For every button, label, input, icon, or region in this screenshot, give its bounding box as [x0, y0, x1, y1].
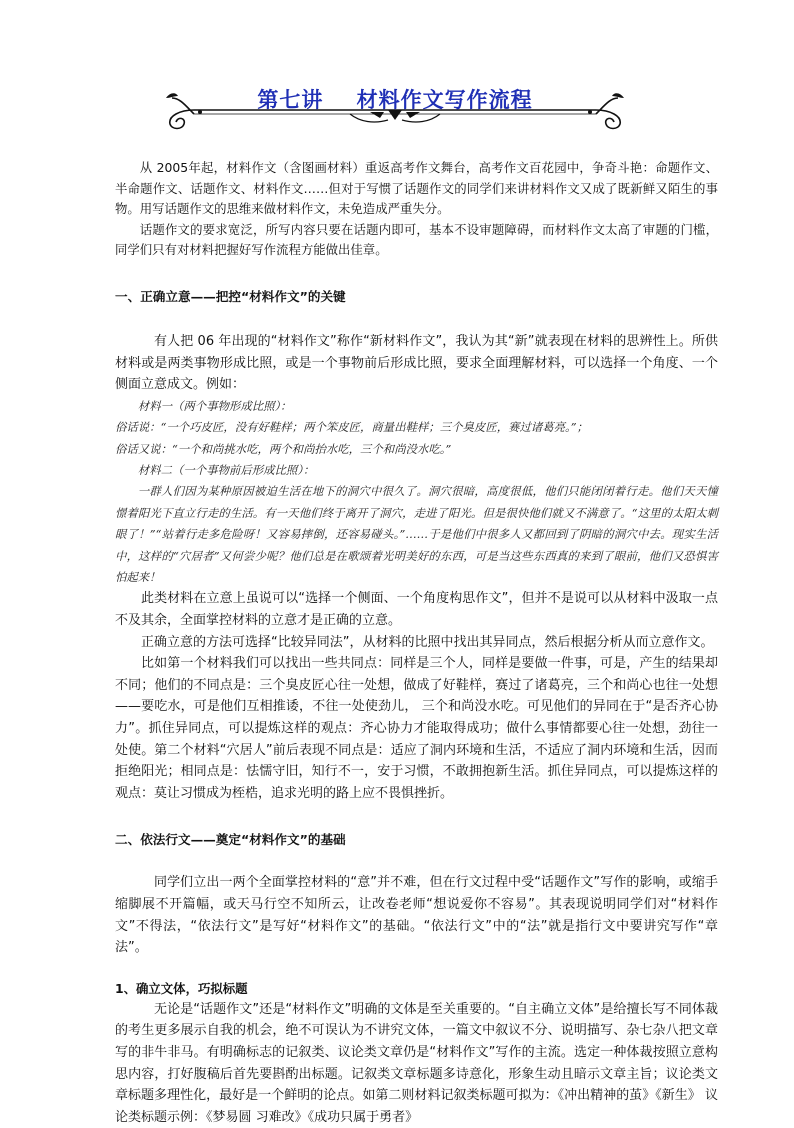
document-body — [115, 158, 718, 1128]
intro-paragraph-1: 从 2005年起，材料作文（含图画材料）重返高考作文舞台，高考作文百花园中，争奇斗艳：命题作文、半命题作文、话题作文、材料作文……但对于写惯了话题作文的同学们来讲材料作文又成了既新鲜又陌生的事物。用写话题作文的思维来做材料作文，未免造成严重失分。 — [115, 160, 718, 217]
material-2-text: 一群人们因为某种原因被迫生活在地下的洞穴中很久了。洞穴很暗，高度很低，他们只能闭闭着行走。他们天天憧憬着阳光下直立行走的生活。有一天他们终于离开了洞穴，走进了阳光。但是很快他们就又不满意了。“这里的太阳太刺眼了！”“站着行走多危险呀！又容易摔倒，还容易碰头。”……于是他们中很多人又都回到了阴暗的洞穴中去。现实生活中，这样的“穴居者”又何尝少呢？他们总是在歌颂着光明美好的东西，可是当这些东西真的来到了眼前，他们又恐惧害怕起来！ — [115, 484, 718, 584]
section-2-paragraph-1: 同学们立出一两个全面掌控材料的“意”并不难，但在行文过程中受“话题作文”写作的影响，或缩手缩脚展不开篇幅，或天马行空不知所云，让改卷老师“想说爱你不容易”。其表现说明同学们对“材料作文”不得法，“依法行文”是写好“材料作文”的基础。“依法行文”中的“法”就是指行文中要讲究写作“章法”。 — [115, 875, 718, 956]
materials-block — [115, 396, 718, 589]
section-1-heading: 一、正确立意——把控“材料作文”的关键 — [115, 288, 346, 304]
intro-paragraph-2: 话题作文的要求宽泛，所写内容只要在话题内即可，基本不设审题障碍，而材料作文太高了审题的门槛，同学们只有对材料把握好写作流程方能做出佳章。 — [115, 221, 718, 258]
material-1-saying-2: 俗话又说：“一个和尚挑水吃，两个和尚抬水吃，三个和尚没水吃。” — [115, 441, 452, 456]
material-1-saying-1: 俗话说：“一个巧皮匠，没有好鞋样；两个笨皮匠，商量出鞋样；三个臭皮匠，赛过诸葛亮。”； — [115, 420, 588, 435]
material-2-title: 材料二（一个事物前后形成比照）： — [137, 462, 315, 477]
section-2-heading: 二、依法行文——奠定“材料作文”的基础 — [115, 832, 346, 848]
material-1-title: 材料一（两个事物形成比照）： — [137, 398, 292, 413]
subsection-1-heading: 1、确立文体，巧拟标题 — [115, 980, 248, 996]
section-1-paragraph-3: 正确立意的方法可选择“比较异同法”，从材料的比照中找出其异同点，然后根据分析从而立意作文。 — [141, 634, 714, 650]
title-banner — [160, 76, 630, 132]
section-1-paragraph-4: 比如第一个材料我们可以找出一些共同点：同样是三个人，同样是要做一件事，可是，产生的结果却不同；他们的不同点是：三个臭皮匠心往一处想，做成了好鞋样，赛过了诸葛亮，三个和尚心也往一处想——要吃水，可是他们互相推诿，不往一处使劲儿， 三个和尚没水吃。可见他们的异同在于“是否齐心协力”。抓住异同点，可以提炼这样的观点：齐心协力才能取得成功；做什么事情都要心往一处想，劲往一处使。第二个材料“穴居人”前后表现不同点是：适应了洞内环境和生活，不适应了洞内环境和生活，因而拒绝阳光；相同点是：怯懦守旧，知行不一，安于习惯，不敢拥抱新生活。抓住异同点，可以提炼这样的观点：莫让习惯成为桎梏，追求光明的路上应不畏惧挫折。 — [115, 656, 718, 801]
page-title: 第七讲 材料作文写作流程 — [257, 87, 533, 112]
section-1-paragraph-2: 此类材料在立意上虽说可以“选择一个侧面、一个角度构思作文”，但并不是说可以从材料中汲取一点不及其余，全面掌控材料的立意才是正确的立意。 — [115, 591, 718, 628]
section-1-paragraph-1: 有人把 06 年出现的“材料作文”称作“新材料作文”，我认为其“新”就表现在材料的思辨性上。所供材料或是两类事物形成比照，或是一个事物前后形成比照，要求全面理解材料，可以选择一个角度、一个侧面立意成文。例如： — [115, 333, 718, 393]
subsection-1-text: 无论是“话题作文”还是“材料作文”明确的文体是至关重要的。“自主确立文体”是给擅长写不同体裁的考生更多展示自我的机会，绝不可误认为不讲究文体，一篇文中叙议不分、说明描写、杂七杂八把文章写的非牛非马。有明确标志的记叙类、议论类文章仍是“材料作文”写作的主流。选定一种体裁按照立意构思内容，打好腹稿后首先要斟酌出标题。记叙类文章标题多诗意化，形象生动且暗示文章主旨；议论类文章标题多理性化，最好是一个鲜明的论点。如第二则材料记叙类标题可拟为：《冲出精神的茧》《新生》 议论类标题示例：《梦易圆 习难改》《成功只属于勇者》 — [115, 1001, 718, 1125]
